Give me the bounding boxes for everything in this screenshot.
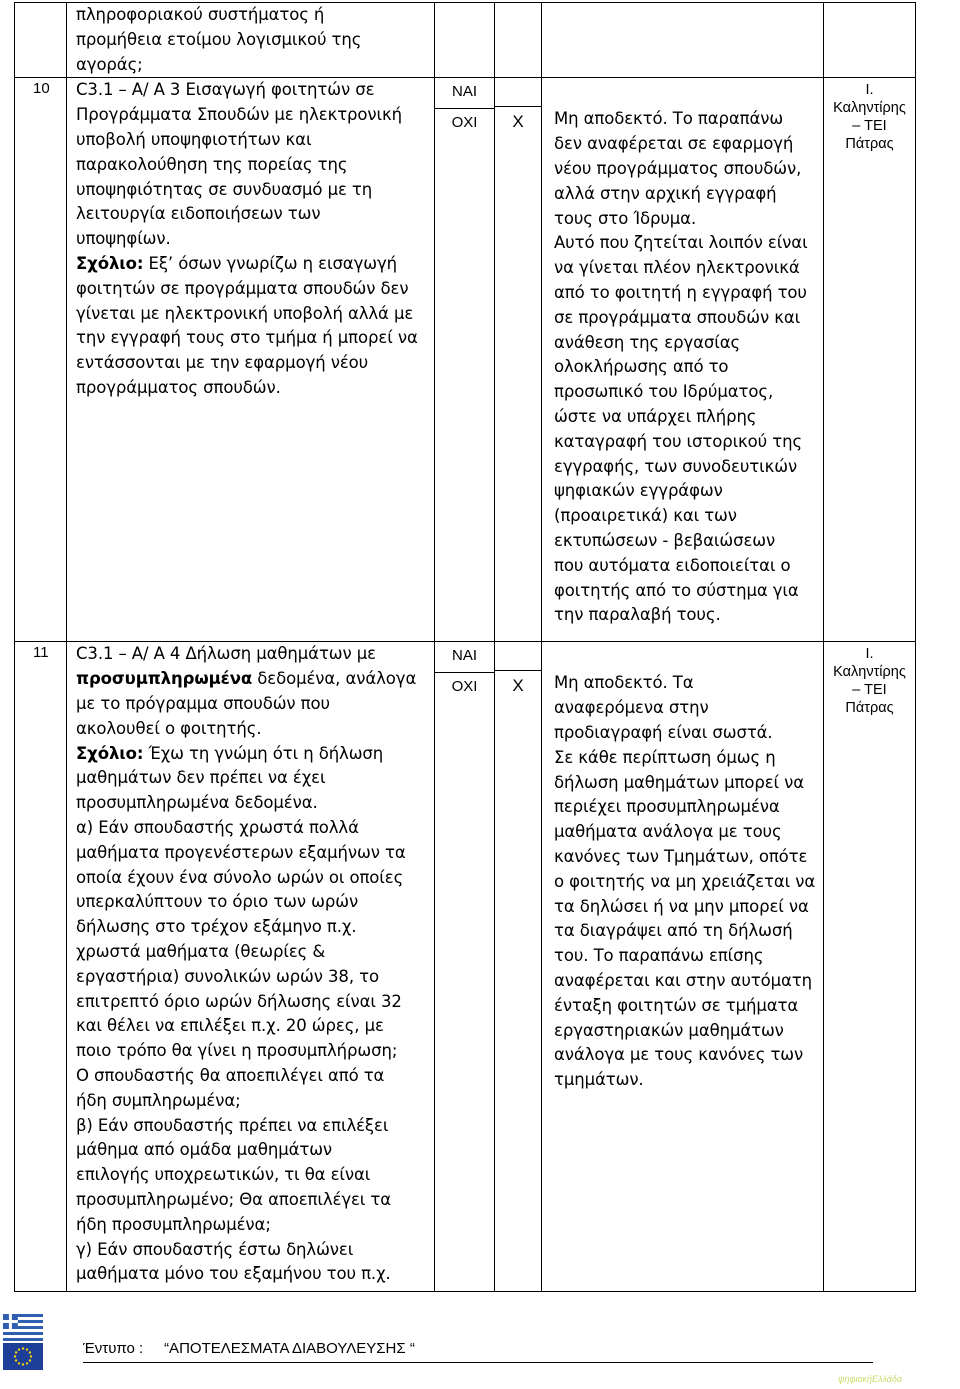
source-cell (824, 642, 916, 1292)
text-line: με το πρόγραμμα σπουδών που (76, 693, 330, 713)
answer-line: νέου προγράμματος σπουδών, (554, 158, 802, 178)
answer-line: τα διαγράψει από τη δήλωσή (554, 921, 793, 941)
text-line: προμήθεια ετοίμου λογισμικού της (76, 29, 362, 49)
comment-line: προσυμπληρωμένα δεδομένα. (76, 793, 318, 813)
text-line: ακολουθεί ο φοιτητής. (76, 718, 262, 738)
mark-cell (495, 642, 542, 1292)
text-line: αγοράς; (76, 54, 143, 74)
no-option: ΟΧΙ (435, 672, 494, 701)
eu-star-icon (26, 1362, 28, 1364)
comment-text (76, 766, 428, 1287)
answer-line: ολοκλήρωσης από το (554, 357, 729, 377)
comment-line: προσυμπληρωμένο; Θα αποεπιλέγει τα (76, 1189, 392, 1209)
yes-no-cell (435, 78, 495, 642)
comment-line: επιλογής υποχρεωτικών, τι θα είναι (76, 1165, 371, 1185)
comment-line: μαθημάτων δεν πρέπει να έχει (76, 768, 326, 788)
eu-star-icon (29, 1351, 31, 1353)
comment-line: υπερκαλύπτουν το όριο των ωρών (76, 892, 359, 912)
comment-label: Σχόλιο: (76, 743, 144, 763)
answer-cell (542, 78, 824, 642)
text-line: Προγράμματα Σπουδών με ηλεκτρονική (76, 105, 403, 125)
comment-label: Σχόλιο: (76, 253, 144, 273)
eu-star-icon (15, 1351, 17, 1353)
answer-line: την παραλαβή τους. (554, 605, 721, 625)
page-footer (0, 1300, 960, 1389)
answer-line: καταγραφή του ιστορικού της (554, 431, 803, 451)
comment-line: εντάσσονται με την εφαρμογή νέου (76, 353, 369, 373)
comment-line: επιτρεπτό όριο ωρών δήλωσης είναι 32 (76, 991, 402, 1011)
text-line: παρακολούθηση της πορείας της (76, 154, 348, 174)
answer-line: προδιαγραφή είναι σωστά. (554, 722, 773, 742)
source-line: Καληντίρης (833, 100, 906, 117)
comment-text: Εξ’ όσων γνωρίζω η εισαγωγή (143, 253, 397, 273)
comment-line: γ) Εάν σπουδαστής έστω δηλώνει (76, 1239, 354, 1259)
eu-star-icon (22, 1363, 24, 1365)
answer-line: εγγραφής, των συνοδευτικών (554, 456, 798, 476)
answer-line: τμημάτων. (554, 1070, 644, 1090)
answer-line: τους στο Ίδρυμα. (554, 208, 697, 228)
eu-star-icon (26, 1348, 28, 1350)
answer-line: δεν αναφέρεται σε εφαρμογή (554, 134, 794, 154)
footer-caption: Έντυπο : “ΑΠΟΤΕΛΕΣΜΑΤΑ ΔΙΑΒΟΥΛΕΥΣΗΣ “ (83, 1340, 415, 1357)
comment-line: την εγγραφή τους στο τμήμα ή μπορεί να (76, 328, 418, 348)
comment-line: ήδη συμπληρωμένα; (76, 1090, 241, 1110)
comment-text: Έχω τη γνώμη ότι η δήλωση (143, 743, 384, 763)
answer-line: Αυτό που ζητείται λοιπόν είναι (554, 233, 808, 253)
source-line: – ΤΕΙ (852, 682, 887, 699)
answer-line: αλλά στην αρχική εγγραφή (554, 183, 777, 203)
answer-line: από το φοιτητή η εγγραφή του (554, 282, 807, 302)
eu-star-icon (22, 1347, 24, 1349)
answer-line: μαθήματα ανάλογα με τους (554, 822, 782, 842)
consultation-results-table (14, 2, 916, 1292)
text-line: υποβολή υποψηφιοτήτων και (76, 129, 312, 149)
eu-star-icon (29, 1359, 31, 1361)
comment-line: ποιο τρόπο θα γίνει η προσυμπλήρωση; (76, 1041, 398, 1061)
answer-line: φοιτητής από το σύστημα για (554, 580, 799, 600)
answer-text (554, 670, 817, 1093)
mark-cell (495, 3, 542, 78)
comment-line: χρωστά μαθήματα (θεωρίες & (76, 941, 326, 961)
description-text (76, 692, 428, 742)
source-line: Πάτρας (845, 700, 894, 717)
eu-star-icon (15, 1359, 17, 1361)
answer-line: κανόνες των Τμημάτων, οπότε (554, 846, 808, 866)
comment-line: ήδη προσυμπληρωμένα; (76, 1214, 271, 1234)
answer-line: εργαστηριακών μαθημάτων (554, 1020, 784, 1040)
row-number: 11 (15, 642, 67, 1292)
footer-title: “ΑΠΟΤΕΛΕΣΜΑΤΑ ΔΙΑΒΟΥΛΕΥΣΗΣ “ (164, 1340, 415, 1357)
table-row (15, 78, 916, 642)
eu-star-icon (30, 1355, 32, 1357)
comment-block (76, 742, 428, 767)
answer-line: σε προγράμματα σπουδών και (554, 307, 801, 327)
comment-line: γίνεται με ηλεκτρονική υποβολή αλλά με (76, 303, 414, 323)
greek-flag-icon (3, 1314, 43, 1341)
answer-line: ο φοιτητής να μη χρειάζεται να (554, 871, 816, 891)
description-emphasis-line: προσυμπληρωμένα δεδομένα, ανάλογα (76, 669, 417, 689)
text-line: υποψηφίων. (76, 229, 171, 249)
comment-line: και θέλει να επιλέξει π.χ. 20 ώρες, με (76, 1016, 384, 1036)
answer-line: αναφέρεται και στην αυτόματη (554, 970, 812, 990)
answer-line: που αυτόματα ειδοποιείται ο (554, 555, 791, 575)
comment-line: εργαστήρια) συνολικών ωρών 38, το (76, 966, 379, 986)
answer-line: αναφερόμενα στην (554, 698, 709, 718)
no-option: ΟΧΙ (435, 108, 494, 137)
answer-line: Μη αποδεκτό. Τα (554, 673, 694, 693)
answer-line: του. Το παραπάνω επίσης (554, 946, 764, 966)
table-row (15, 642, 916, 1292)
row-number-cell (15, 3, 67, 78)
source-text (824, 81, 915, 153)
table-row-continuation (15, 3, 916, 78)
answer-line: ανάθεση της εργασίας (554, 332, 741, 352)
description-cell (67, 3, 435, 78)
selection-mark: Χ (495, 670, 541, 699)
footer-rule (83, 1362, 873, 1363)
source-line: Ι. (865, 646, 874, 663)
comment-line: μαθήματα προγενέστερων εξαμήνων τα (76, 842, 406, 862)
eu-flag-icon (3, 1343, 43, 1370)
answer-line: τα δηλώσει ή να μην μπορεί να (554, 896, 809, 916)
answer-line: Σε κάθε περίπτωση όμως η (554, 747, 776, 767)
answer-line: ένταξη φοιτητών σε τμήματα (554, 995, 799, 1015)
yes-no-cell (435, 3, 495, 78)
comment-line: μαθήματα μόνο του εξαμήνου του π.χ. (76, 1264, 391, 1284)
comment-block (76, 252, 428, 277)
text-line: πληροφοριακού συστήματος ή (76, 5, 325, 24)
yes-option: ΝΑΙ (451, 83, 477, 101)
description-title: C3.1 – Α/ Α 4 Δήλωση μαθημάτων με (76, 644, 376, 664)
eu-star-icon (18, 1348, 20, 1350)
source-cell (824, 3, 916, 78)
mark-cell (495, 78, 542, 642)
eu-star-icon (18, 1362, 20, 1364)
answer-line: ανάλογα με τους κανόνες των (554, 1045, 804, 1065)
comment-line: μάθημα από ομάδα μαθημάτων (76, 1140, 333, 1160)
description-text (76, 78, 428, 252)
answer-line: προσωπικό του Ιδρύματος, (554, 382, 774, 402)
comment-line: Ο σπουδαστής θα αποεπιλέγει από τα (76, 1065, 385, 1085)
source-cell (824, 78, 916, 642)
eu-star-icon (14, 1355, 16, 1357)
emphasized-word: προσυμπληρωμένα (76, 669, 253, 689)
description-text (76, 3, 428, 77)
answer-line: να γίνεται πλέον ηλεκτρονικά (554, 258, 800, 278)
answer-line: δήλωση μαθημάτων μπορεί να (554, 772, 805, 792)
source-line: Πάτρας (845, 136, 894, 153)
source-line: – ΤΕΙ (852, 118, 887, 135)
text-line: υποψηφιότητας σε συνδυασμό με τη (76, 179, 373, 199)
comment-line: φοιτητών σε προγράμματα σπουδών δεν (76, 278, 409, 298)
comment-line: οποία έχουν ένα σύνολο ωρών οι οποίες (76, 867, 404, 887)
answer-line: (προαιρετικά) και των (554, 506, 737, 526)
comment-line: α) Εάν σπουδαστής χρωστά πολλά (76, 817, 359, 837)
source-text (824, 645, 915, 717)
description-cell (67, 642, 435, 1292)
answer-line: περιέχει προσυμπληρωμένα (554, 797, 780, 817)
description-cell (67, 78, 435, 642)
source-line: Καληντίρης (833, 664, 906, 681)
answer-line: ψηφιακών εγγράφων (554, 481, 723, 501)
yes-no-cell (435, 642, 495, 1292)
comment-line: β) Εάν σπουδαστής πρέπει να επιλέξει (76, 1115, 389, 1135)
answer-text (554, 106, 817, 628)
answer-line: εκτυπώσεων - βεβαιώσεων (554, 530, 776, 550)
comment-line: δήλωσης στο τρέχον εξάμηνο π.χ. (76, 917, 357, 937)
answer-line: Μη αποδεκτό. Το παραπάνω (554, 109, 784, 129)
digital-greece-logo: ψηφιακήΕλλάδα (838, 1374, 903, 1384)
answer-line: ώστε να υπάρχει πλήρης (554, 406, 757, 426)
comment-line: προγράμματος σπουδών. (76, 377, 281, 397)
answer-cell (542, 642, 824, 1292)
source-line: Ι. (865, 82, 874, 99)
yes-option: ΝΑΙ (451, 647, 477, 665)
text-line: C3.1 – Α/ Α 3 Εισαγωγή φοιτητών σε (76, 80, 375, 100)
row-number: 10 (15, 78, 67, 642)
text-line: λειτουργία ειδοποιήσεων των (76, 204, 321, 224)
answer-cell (542, 3, 824, 78)
selection-mark: Χ (495, 106, 541, 135)
